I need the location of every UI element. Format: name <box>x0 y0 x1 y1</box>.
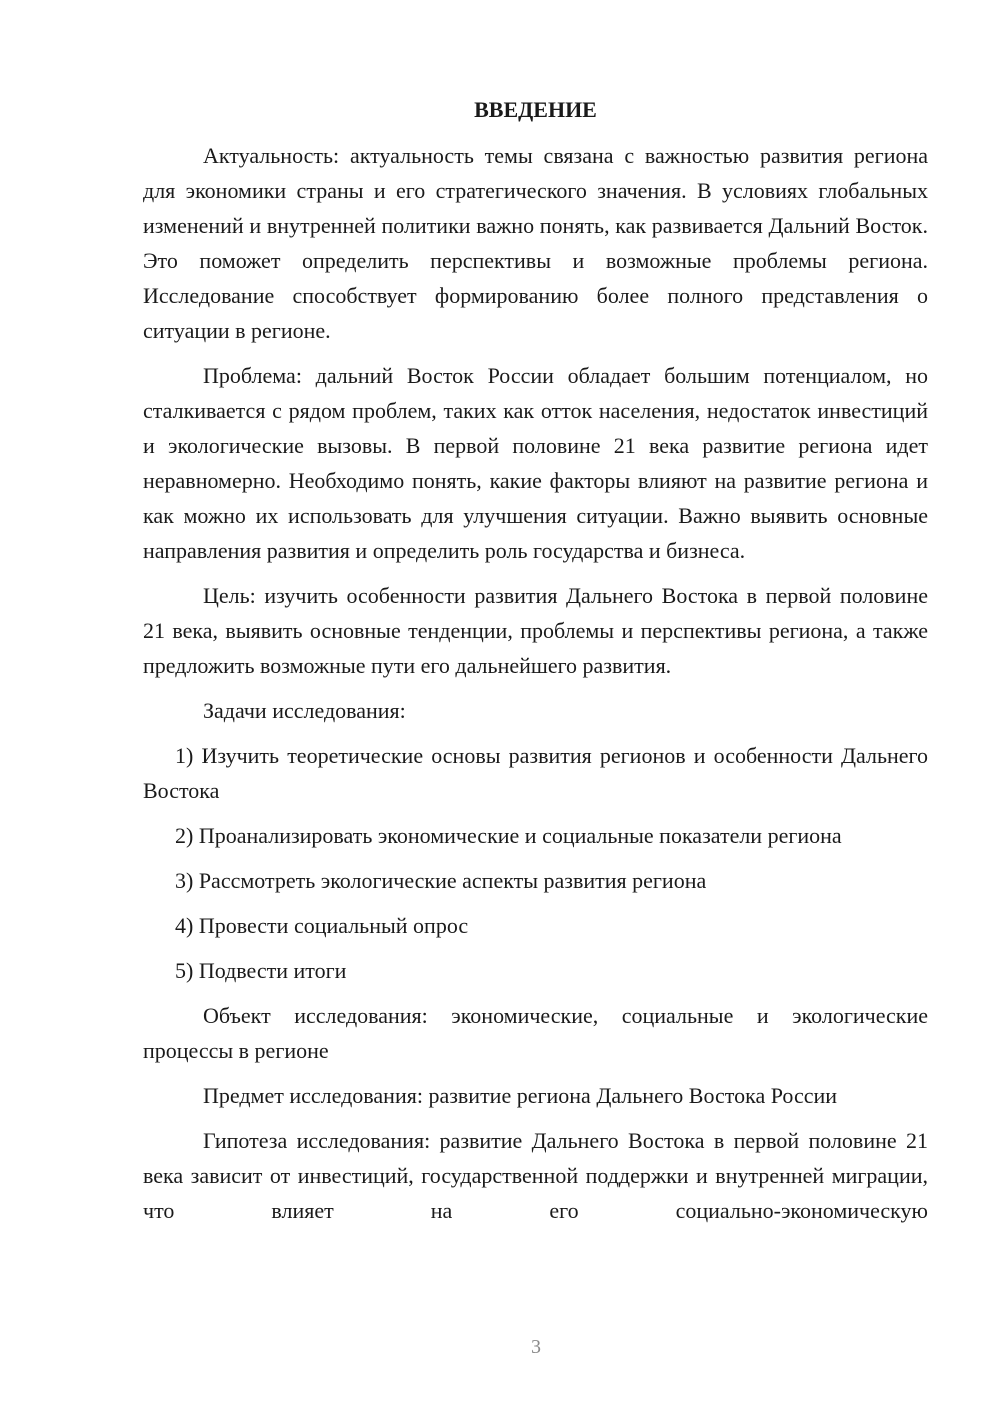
task-item-5: 5) Подвести итоги <box>175 958 347 983</box>
paragraph-problem: Проблема: дальний Восток России обладает большим потенциалом, но сталкивается с рядом проблем, таких как отток населения, недостаток инвестиций и экологические вызовы. В первой половине 21 века развитие региона идет неравномерно. Необходимо понять, какие факторы влияют на развитие региона и как можно их использовать для улучшения ситуации. Важно выявить основные направления развития и определить роль государства и бизнеса. <box>143 363 928 563</box>
paragraph-subject: Предмет исследования: развитие региона Дальнего Востока России <box>203 1083 838 1108</box>
task-item-2: 2) Проанализировать экономические и социальные показатели региона <box>175 823 842 848</box>
paragraph-goal: Цель: изучить особенности развития Дальнего Востока в первой половине 21 века, выявить основные тенденции, проблемы и перспективы региона, а также предложить возможные пути его дальнейшего развития. <box>143 583 928 678</box>
task-item-1: 1) Изучить теоретические основы развития регионов и особенности Дальнего Востока <box>143 743 928 803</box>
task-item-3: 3) Рассмотреть экологические аспекты развития региона <box>175 868 707 893</box>
document-body <box>143 92 928 1238</box>
paragraph-hypothesis: Гипотеза исследования: развитие Дальнего Востока в первой половине 21 века зависит от инвестиций, государственной поддержки и внутренней миграции, что влияет на его социально-экономическую <box>143 1128 928 1223</box>
paragraph-relevance: Актуальность: актуальность темы связана с важностью развития региона для экономики страны и его стратегического значения. В условиях глобальных изменений и внутренней политики важно понять, как развивается Дальний Восток. Это поможет определить перспективы и возможные проблемы региона. Исследование способствует формированию более полного представления о ситуации в регионе. <box>143 143 928 343</box>
paragraph-object: Объект исследования: экономические, социальные и экологические процессы в регионе <box>143 1003 928 1063</box>
task-item-4: 4) Провести социальный опрос <box>175 913 469 938</box>
section-title: ВВЕДЕНИЕ <box>474 97 597 122</box>
page-number: 3 <box>531 1336 541 1358</box>
paragraph-tasks-heading: Задачи исследования: <box>203 698 406 723</box>
